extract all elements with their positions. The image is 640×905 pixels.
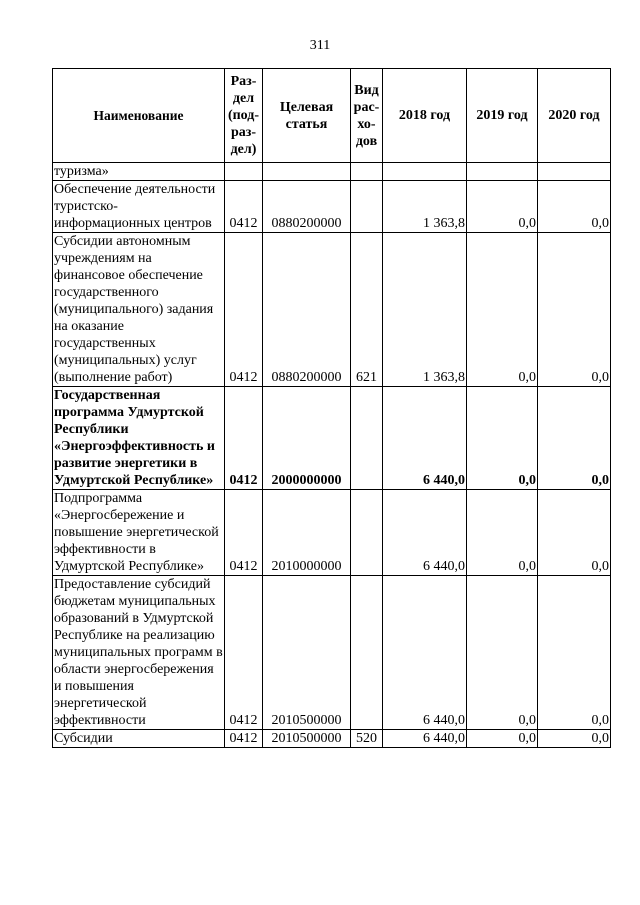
header-row bbox=[53, 69, 611, 163]
cell-name: туризма» bbox=[53, 163, 225, 181]
cell-section: 0412 bbox=[225, 576, 263, 730]
cell-section: 0412 bbox=[225, 387, 263, 490]
cell-2018: 1 363,8 bbox=[383, 233, 467, 387]
cell-target: 0880200000 bbox=[263, 233, 351, 387]
cell-2020: 0,0 bbox=[538, 181, 611, 233]
cell-name: Обеспечение деятельности туристско-информационных центров bbox=[53, 181, 225, 233]
cell-name: Субсидии автономным учреждениям на финансовое обеспечение государственного (муниципального) задания на оказание государственных (муниципальных) услуг (выполнение работ) bbox=[53, 233, 225, 387]
cell-2019: 0,0 bbox=[467, 730, 538, 748]
header-name: Наименование bbox=[53, 69, 225, 163]
table-row bbox=[53, 730, 611, 748]
cell-2019: 0,0 bbox=[467, 181, 538, 233]
cell-target: 2010500000 bbox=[263, 730, 351, 748]
cell-name: Подпрограмма «Энергосбережение и повышение энергетической эффективности в Удмуртской Республике» bbox=[53, 490, 225, 576]
cell-target bbox=[263, 163, 351, 181]
table-row bbox=[53, 490, 611, 576]
cell-expense: 621 bbox=[351, 233, 383, 387]
cell-expense bbox=[351, 163, 383, 181]
cell-section: 0412 bbox=[225, 490, 263, 576]
cell-expense bbox=[351, 576, 383, 730]
cell-target: 2000000000 bbox=[263, 387, 351, 490]
cell-section: 0412 bbox=[225, 181, 263, 233]
cell-target: 0880200000 bbox=[263, 181, 351, 233]
cell-2019: 0,0 bbox=[467, 576, 538, 730]
cell-section: 0412 bbox=[225, 233, 263, 387]
cell-target: 2010500000 bbox=[263, 576, 351, 730]
header-section: Раз- дел (под- раз- дел) bbox=[225, 69, 263, 163]
cell-target: 2010000000 bbox=[263, 490, 351, 576]
cell-name: Субсидии bbox=[53, 730, 225, 748]
cell-2018: 6 440,0 bbox=[383, 730, 467, 748]
cell-expense bbox=[351, 181, 383, 233]
cell-2018: 6 440,0 bbox=[383, 576, 467, 730]
cell-expense: 520 bbox=[351, 730, 383, 748]
page-number: 311 bbox=[309, 38, 331, 53]
cell-2018: 6 440,0 bbox=[383, 490, 467, 576]
header-2019: 2019 год bbox=[467, 69, 538, 163]
cell-2020: 0,0 bbox=[538, 387, 611, 490]
table-body bbox=[53, 163, 611, 748]
cell-name: Государственная программа Удмуртской Республики «Энергоэффективность и развитие энергетики в Удмуртской Республике» bbox=[53, 387, 225, 490]
cell-2020: 0,0 bbox=[538, 576, 611, 730]
header-2018: 2018 год bbox=[383, 69, 467, 163]
header-target: Целевая статья bbox=[263, 69, 351, 163]
cell-section: 0412 bbox=[225, 730, 263, 748]
cell-2019: 0,0 bbox=[467, 387, 538, 490]
cell-name: Предоставление субсидий бюджетам муниципальных образований в Удмуртской Республике на реализацию муниципальных программ в области энергосбережения и повышения энергетической эффективности bbox=[54, 577, 223, 728]
cell-2019: 0,0 bbox=[467, 490, 538, 576]
table-row bbox=[53, 387, 611, 490]
cell-expense bbox=[351, 387, 383, 490]
table-row bbox=[53, 181, 611, 233]
budget-table bbox=[52, 68, 611, 748]
cell-2019 bbox=[467, 163, 538, 181]
cell-expense bbox=[351, 490, 383, 576]
cell-2020: 0,0 bbox=[538, 730, 611, 748]
header-2020: 2020 год bbox=[538, 69, 611, 163]
table-row bbox=[53, 576, 611, 730]
cell-2018 bbox=[383, 163, 467, 181]
cell-2019: 0,0 bbox=[467, 233, 538, 387]
cell-2020: 0,0 bbox=[538, 233, 611, 387]
cell-2020: 0,0 bbox=[538, 490, 611, 576]
table-row bbox=[53, 163, 611, 181]
table-row bbox=[53, 233, 611, 387]
header-expense: Вид рас- хо- дов bbox=[351, 69, 383, 163]
cell-2018: 6 440,0 bbox=[383, 387, 467, 490]
cell-2018: 1 363,8 bbox=[383, 181, 467, 233]
cell-2020 bbox=[538, 163, 611, 181]
cell-section bbox=[225, 163, 263, 181]
